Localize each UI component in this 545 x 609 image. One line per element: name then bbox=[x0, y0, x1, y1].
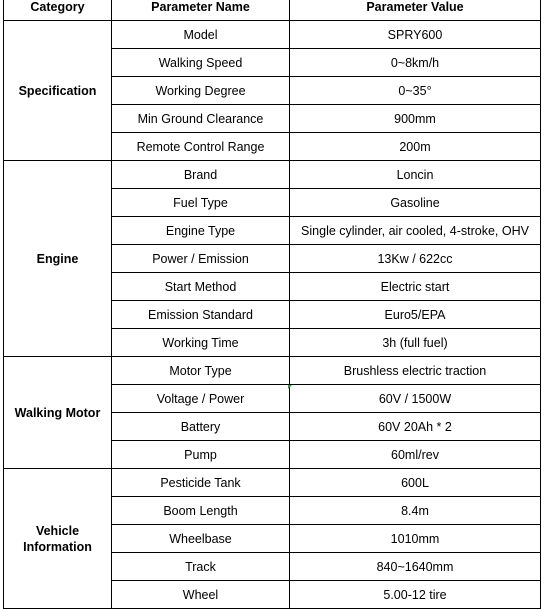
parameter-value-cell: SPRY600 bbox=[290, 21, 541, 49]
parameter-name-cell: Model bbox=[112, 21, 290, 49]
parameter-name-cell: Min Ground Clearance bbox=[112, 105, 290, 133]
parameter-name-cell: Walking Speed bbox=[112, 49, 290, 77]
parameter-name-cell: Pump bbox=[112, 441, 290, 469]
parameter-name-cell: Motor Type bbox=[112, 357, 290, 385]
parameter-value-cell: 0~8km/h bbox=[290, 49, 541, 77]
spec-table bbox=[3, 0, 541, 609]
parameter-value-cell: 3h (full fuel) bbox=[290, 329, 541, 357]
parameter-value-cell: 13Kw / 622cc bbox=[290, 245, 541, 273]
parameter-name-cell: Remote Control Range bbox=[112, 133, 290, 161]
parameter-value-cell: Single cylinder, air cooled, 4-stroke, OHV bbox=[290, 217, 541, 245]
parameter-value-cell: 5.00-12 tire bbox=[290, 581, 541, 609]
header-row bbox=[4, 0, 541, 21]
parameter-value-cell: 8.4m bbox=[290, 497, 541, 525]
category-cell-vehicle-information: Vehicle Information bbox=[4, 469, 112, 609]
parameter-value-cell: 60ml/rev bbox=[290, 441, 541, 469]
cell-selection-marker bbox=[288, 385, 292, 389]
parameter-name-cell: Working Time bbox=[112, 329, 290, 357]
parameter-name-cell: Wheel bbox=[112, 581, 290, 609]
table-row bbox=[4, 161, 541, 189]
parameter-name-cell: Working Degree bbox=[112, 77, 290, 105]
parameter-name-cell: Power / Emission bbox=[112, 245, 290, 273]
parameter-value-cell: 1010mm bbox=[290, 525, 541, 553]
parameter-value-cell: Gasoline bbox=[290, 189, 541, 217]
parameter-value-cell: 200m bbox=[290, 133, 541, 161]
parameter-name-cell: Emission Standard bbox=[112, 301, 290, 329]
parameter-name-cell: Engine Type bbox=[112, 217, 290, 245]
header-parameter-value: Parameter Value bbox=[290, 0, 541, 21]
header-parameter-name: Parameter Name bbox=[112, 0, 290, 21]
parameter-name-cell: Boom Length bbox=[112, 497, 290, 525]
parameter-value-cell: 0~35° bbox=[290, 77, 541, 105]
header-category: Category bbox=[4, 0, 112, 21]
table-row bbox=[4, 469, 541, 497]
category-cell-specification: Specification bbox=[4, 21, 112, 161]
parameter-name-cell: Fuel Type bbox=[112, 189, 290, 217]
parameter-value-cell: Loncin bbox=[290, 161, 541, 189]
parameter-name-cell: Brand bbox=[112, 161, 290, 189]
parameter-name-cell: Track bbox=[112, 553, 290, 581]
parameter-name-cell: Battery bbox=[112, 413, 290, 441]
parameter-value-cell: 60V 20Ah * 2 bbox=[290, 413, 541, 441]
parameter-value-cell: Brushless electric traction bbox=[290, 357, 541, 385]
parameter-name-cell: Start Method bbox=[112, 273, 290, 301]
table-row bbox=[4, 357, 541, 385]
parameter-value-cell: 900mm bbox=[290, 105, 541, 133]
spec-table-container bbox=[3, 0, 541, 609]
parameter-name-cell: Pesticide Tank bbox=[112, 469, 290, 497]
parameter-name-cell: Voltage / Power bbox=[112, 385, 290, 413]
parameter-value-cell: Electric start bbox=[290, 273, 541, 301]
category-cell-walking-motor: Walking Motor bbox=[4, 357, 112, 469]
category-cell-engine: Engine bbox=[4, 161, 112, 357]
table-row bbox=[4, 21, 541, 49]
parameter-value-cell: Euro5/EPA bbox=[290, 301, 541, 329]
parameter-name-cell: Wheelbase bbox=[112, 525, 290, 553]
parameter-value-cell: 60V / 1500W bbox=[290, 385, 541, 413]
parameter-value-cell: 600L bbox=[290, 469, 541, 497]
parameter-value-cell: 840~1640mm bbox=[290, 553, 541, 581]
